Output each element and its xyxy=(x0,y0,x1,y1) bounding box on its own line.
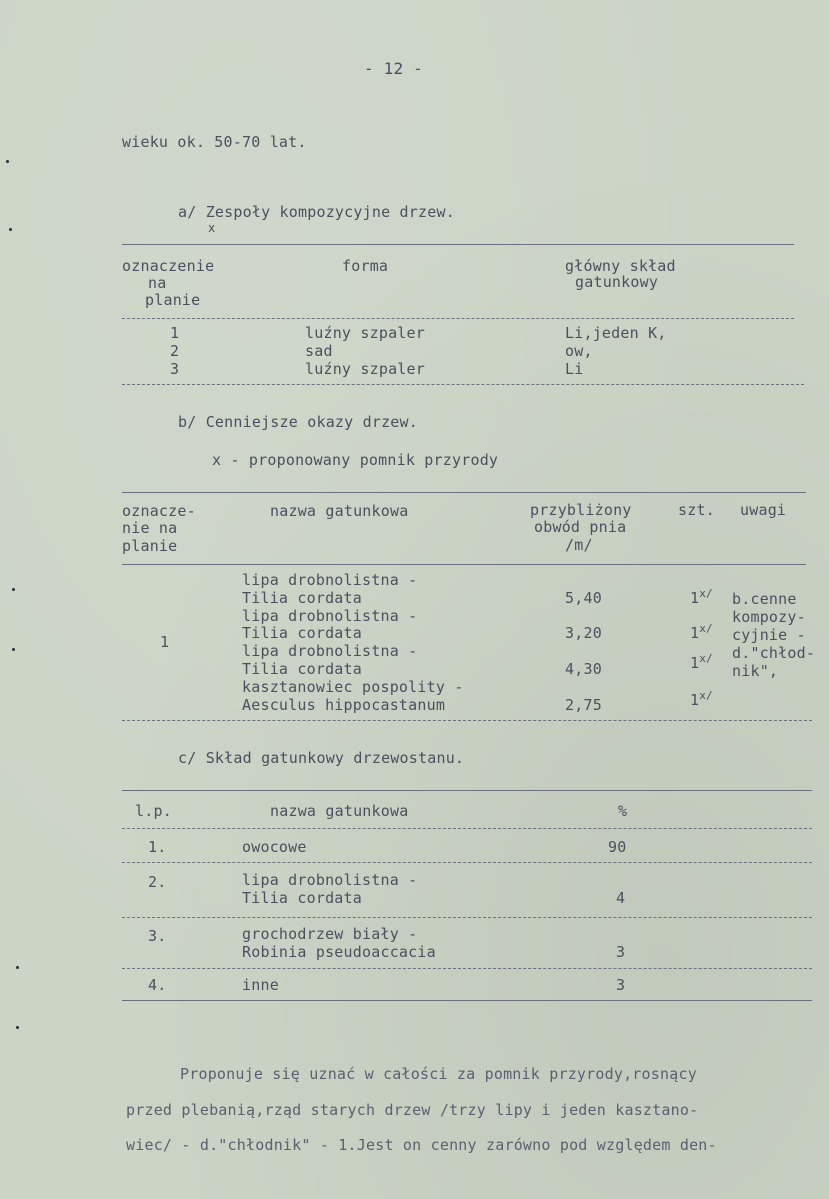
table-b-row-name1: kasztanowiec pospolity - xyxy=(242,678,464,696)
table-c-row-pct: 90 xyxy=(608,838,627,856)
table-a-header-col1-line1: oznaczenie xyxy=(122,257,215,275)
table-c-header-rule xyxy=(122,828,812,829)
margin-dot xyxy=(9,228,12,231)
table-c-row-name1: inne xyxy=(242,976,279,994)
closing-paragraph-line: przed plebanią,rząd starych drzew /trzy lipy i jeden kasztano- xyxy=(126,1101,699,1119)
table-c-row-pct: 4 xyxy=(616,889,626,907)
table-c-row-lp: 3. xyxy=(148,927,167,945)
table-a-header-col1-line2: na xyxy=(148,274,167,292)
table-b-remark-line2: kompozy- xyxy=(732,608,806,626)
table-c-row-lp: 4. xyxy=(148,976,167,994)
section-c-heading: c/ Skład gatunkowy drzewostanu. xyxy=(178,749,465,767)
table-b-row-name1: lipa drobnolistna - xyxy=(242,607,418,625)
table-a-row-forma: luźny szpaler xyxy=(305,360,425,378)
table-b-row-name1: lipa drobnolistna - xyxy=(242,571,418,589)
section-b-note: x - proponowany pomnik przyrody xyxy=(212,451,499,469)
table-b-top-rule xyxy=(122,492,806,493)
table-a-row-sklad: Li,jeden K, xyxy=(565,324,667,342)
table-a-top-rule xyxy=(122,244,794,245)
table-a-header-col1-line3: planie xyxy=(145,291,201,309)
table-c-row-name2: Tilia cordata xyxy=(242,889,362,907)
margin-dot xyxy=(16,966,19,969)
table-b-group-id: 1 xyxy=(160,633,170,651)
table-c-row-rule xyxy=(122,968,812,969)
table-b-header-col2: nazwa gatunkowa xyxy=(270,502,409,520)
table-b-row-name2: Aesculus hippocastanum xyxy=(242,696,446,714)
table-c-row-lp: 1. xyxy=(148,838,167,856)
table-b-remark-line3: cyjnie - xyxy=(732,626,806,644)
table-b-row-obwod: 2,75 xyxy=(565,696,602,714)
table-c-row-pct: 3 xyxy=(616,976,626,994)
table-b-header-col1-line2: nie na xyxy=(122,519,178,537)
table-b-remark-line4: d."chłod- xyxy=(732,644,816,662)
table-b-header-rule xyxy=(122,564,806,565)
table-b-header-col3-line3: /m/ xyxy=(565,536,593,554)
margin-dot xyxy=(12,648,15,651)
table-a-header-col3-line1: główny skład xyxy=(565,257,676,275)
table-a-bottom-rule xyxy=(122,384,804,385)
table-a-row-id: 3 xyxy=(170,360,180,378)
table-c-header-col2: nazwa gatunkowa xyxy=(270,802,409,820)
table-c-header-col1: l.p. xyxy=(135,802,172,820)
table-b-header-col4: szt. xyxy=(678,501,715,519)
table-c-row-rule xyxy=(122,862,812,863)
table-c-row-name1: grochodrzew biały - xyxy=(242,925,418,943)
table-a-row-id: 1 xyxy=(170,324,180,342)
table-b-header-col3-line1: przybliżony xyxy=(530,501,632,519)
table-b-remark-line1: b.cenne xyxy=(732,590,797,608)
table-c-row-rule xyxy=(122,917,812,918)
table-a-row-id: 2 xyxy=(170,342,180,360)
margin-dot xyxy=(12,588,15,591)
table-b-row-obwod: 5,40 xyxy=(565,589,602,607)
closing-paragraph-line: wiec/ - d."chłodnik" - 1.Jest on cenny zarówno pod względem den- xyxy=(126,1136,717,1154)
table-c-row-name2: Robinia pseudoaccacia xyxy=(242,943,436,961)
table-b-remark-line5: nik", xyxy=(732,662,779,680)
table-c-bottom-rule xyxy=(122,1000,812,1001)
table-b-row-szt: $1^{x/}$ xyxy=(690,622,713,642)
page-number: - 12 - xyxy=(364,59,423,78)
table-b-row-name1: lipa drobnolistna - xyxy=(242,642,418,660)
closing-paragraph-line: Proponuje się uznać w całości za pomnik przyrody,rosnący xyxy=(180,1065,697,1083)
table-b-header-col5: uwagi xyxy=(740,501,787,519)
margin-dot xyxy=(16,1026,19,1029)
table-c-header-col3: % xyxy=(618,802,628,820)
table-b-row-name2: Tilia cordata xyxy=(242,589,362,607)
table-b-row-szt: $1^{x/}$ xyxy=(690,587,713,607)
table-b-row-name2: Tilia cordata xyxy=(242,624,362,642)
table-b-row-szt: $1^{x/}$ xyxy=(690,652,713,672)
table-c-row-lp: 2. xyxy=(148,873,167,891)
table-a-header-rule xyxy=(122,318,794,319)
table-a-header-col3-line2: gatunkowy xyxy=(575,273,659,291)
table-b-row-obwod: 3,20 xyxy=(565,624,602,642)
margin-dot xyxy=(6,160,9,163)
table-a-row-forma: sad xyxy=(305,342,333,360)
intro-line: wieku ok. 50-70 lat. xyxy=(122,133,307,151)
section-a-heading: a/ Zespoły kompozycyjne drzew. xyxy=(178,203,455,221)
table-a-row-sklad: ow, xyxy=(565,342,593,360)
table-a-row-forma: luźny szpaler xyxy=(305,324,425,342)
table-a-header-col2: forma xyxy=(342,257,389,275)
table-b-row-obwod: 4,30 xyxy=(565,660,602,678)
table-c-row-pct: 3 xyxy=(616,943,626,961)
table-c-row-name1: owocowe xyxy=(242,838,307,856)
table-b-header-col1-line1: oznacze- xyxy=(122,502,196,520)
table-c-row-name1: lipa drobnolistna - xyxy=(242,871,418,889)
table-b-bottom-rule xyxy=(122,720,812,721)
section-b-heading: b/ Cenniejsze okazy drzew. xyxy=(178,413,418,431)
table-b-header-col1-line3: planie xyxy=(122,537,178,555)
table-a-row-sklad: Li xyxy=(565,360,584,378)
section-a-mark: x xyxy=(208,221,216,235)
table-b-header-col3-line2: obwód pnia xyxy=(534,518,627,536)
table-c-top-rule xyxy=(122,790,812,791)
table-b-row-szt: $1^{x/}$ xyxy=(690,689,713,709)
table-b-row-name2: Tilia cordata xyxy=(242,660,362,678)
